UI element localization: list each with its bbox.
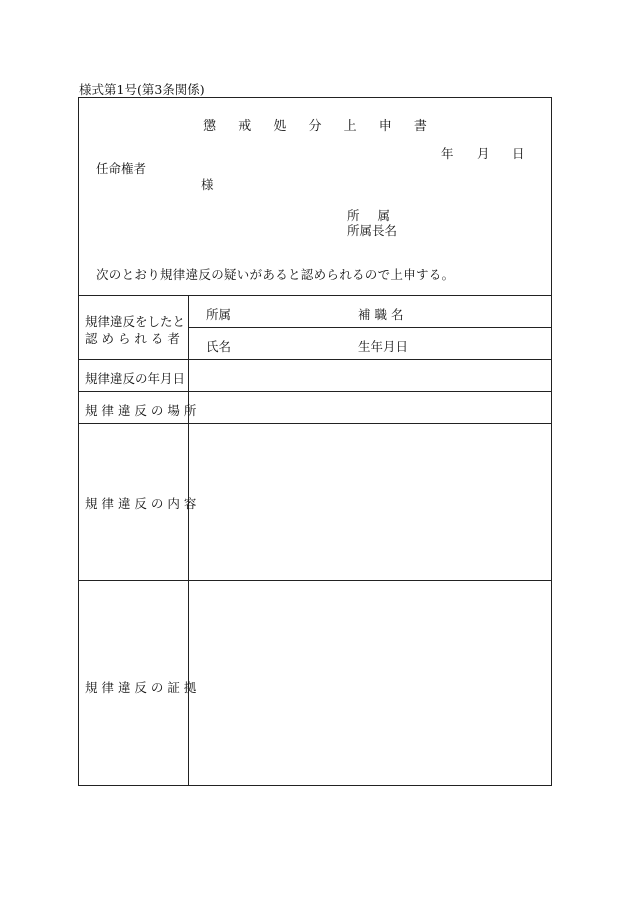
violation-place-label: 規 律 違 反 の 場 所 (85, 403, 197, 418)
sender-head-name-label: 所属長名 (347, 223, 398, 238)
affiliation-label: 所属 (206, 307, 232, 322)
row-rule (79, 580, 551, 581)
violation-evidence-label: 規 律 違 反 の 証 拠 (85, 680, 197, 695)
row-rule (79, 391, 551, 392)
position-label: 補 職 名 (358, 307, 404, 322)
statement-text: 次のとおり規律違反の疑いがあると認められるので上申する。 (96, 267, 455, 282)
person-label-line2: 認 め ら れ る 者 (85, 331, 180, 346)
violation-content-label: 規 律 違 反 の 内 容 (85, 496, 197, 511)
date-month-label: 月 (477, 146, 490, 161)
name-label: 氏名 (206, 339, 232, 354)
column-divider (188, 295, 189, 785)
form-number: 様式第1号(第3条関係) (79, 82, 205, 97)
document-title: 懲 戒 処 分 上 申 書 (203, 119, 436, 134)
person-label-line1: 規律違反をしたと (85, 314, 186, 329)
violation-date-label: 規律違反の年月日 (85, 371, 186, 386)
date-year-label: 年 (441, 146, 454, 161)
date-day-label: 日 (512, 146, 525, 161)
person-mid-rule (188, 327, 551, 328)
table-top-rule (79, 295, 551, 296)
birthdate-label: 生年月日 (358, 339, 409, 354)
honorific-label: 様 (201, 177, 214, 192)
row-rule (79, 423, 551, 424)
appointer-label: 任命権者 (96, 161, 147, 176)
row-rule (79, 359, 551, 360)
sender-affiliation-label: 所属 (347, 208, 409, 223)
form-frame (78, 97, 552, 786)
